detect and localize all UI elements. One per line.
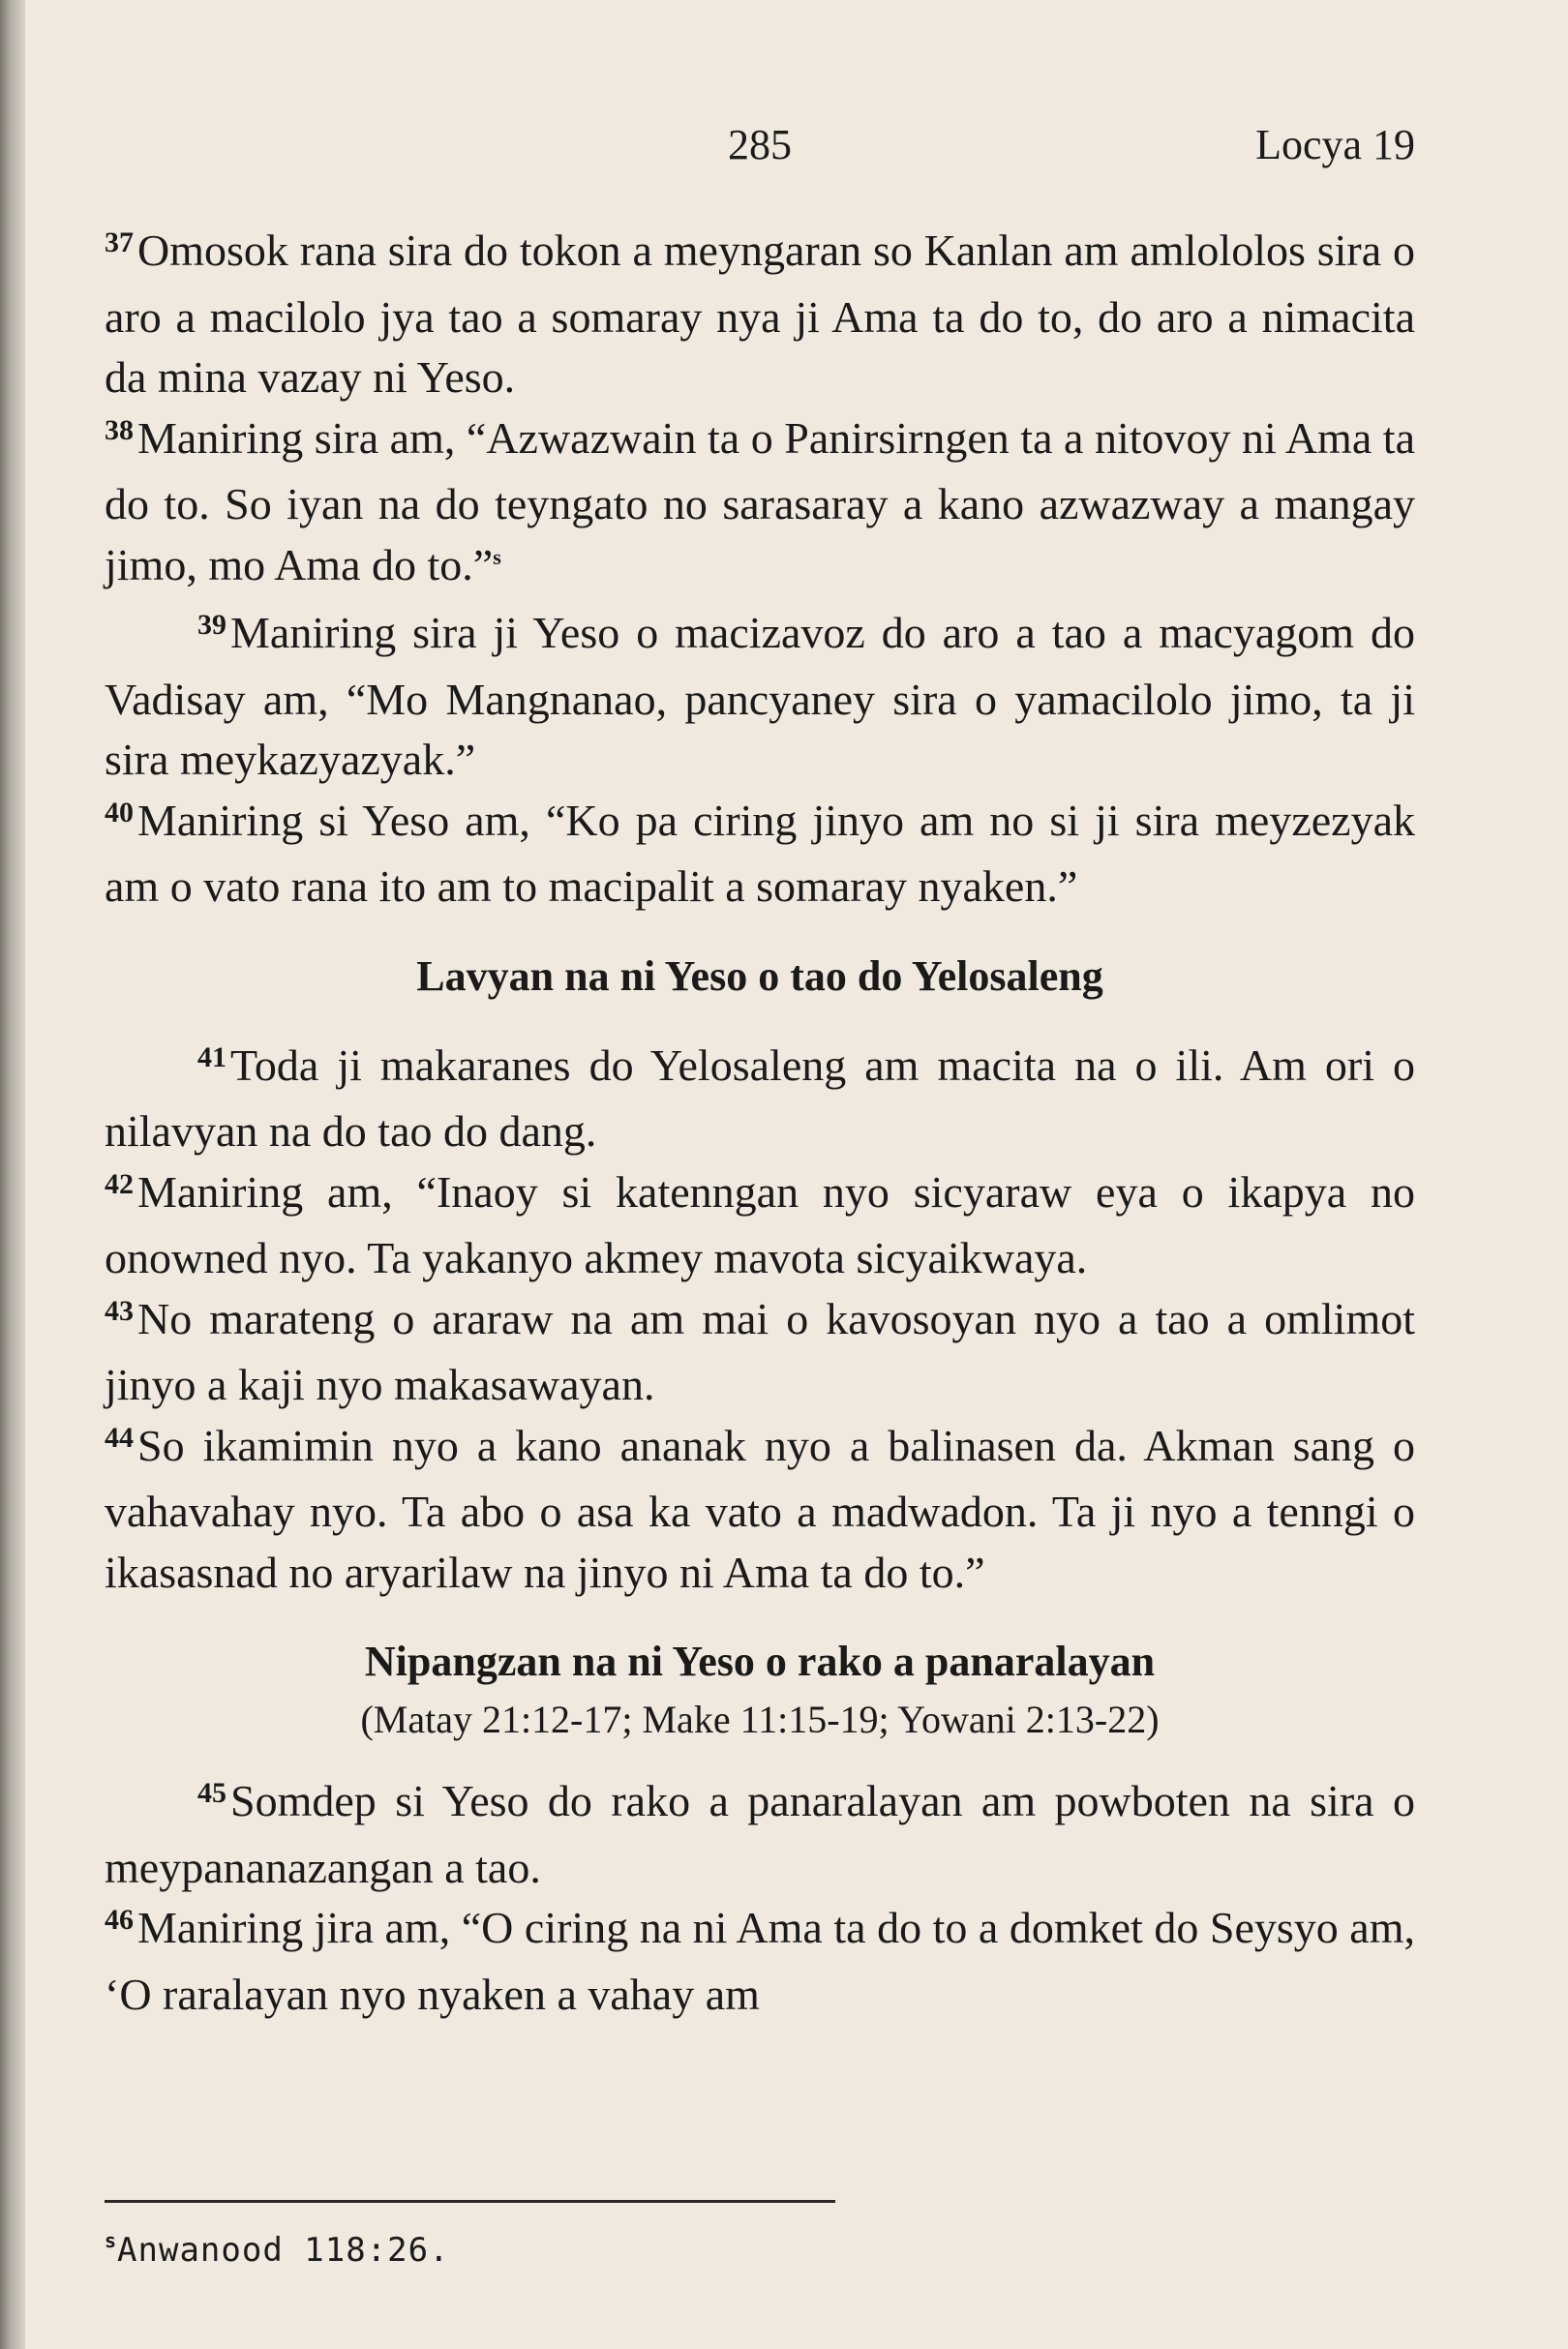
verse-41 <box>105 1036 1415 1162</box>
section-heading: Lavyan na ni Yeso o tao do Yelosaleng <box>416 951 1103 1000</box>
page-body <box>105 221 1415 2025</box>
verse-40 <box>105 791 1415 918</box>
verse-text: Toda ji makaranes do Yelosaleng am macita na o ili. Am ori o nilavyan na do tao do dang. <box>105 1039 1415 1156</box>
parallel-references: (Matay 21:12-17; Make 11:15-19; Yowani 2:13-22) <box>360 1698 1160 1741</box>
verse-45 <box>105 1771 1415 1898</box>
section-heading: Nipangzan na ni Yeso o rako a panaralayan <box>364 1638 1156 1685</box>
verse-number: 39 <box>197 609 226 641</box>
verse-number: 41 <box>197 1040 226 1073</box>
footnote-text: Anwanood 118:26. <box>117 2231 450 2270</box>
book-spine-shadow <box>0 0 25 2349</box>
verse-number: 42 <box>105 1167 134 1200</box>
page-header <box>105 114 1415 182</box>
verse-43 <box>105 1289 1415 1416</box>
running-head: Locya 19 <box>1255 121 1415 168</box>
page-number: 285 <box>728 121 792 168</box>
verse-number: 45 <box>197 1777 226 1809</box>
section-spacer <box>105 1007 1415 1036</box>
verse-text: Maniring sira am, “Azwazwain ta o Panirsirngen ta a nitovoy ni Ama ta do to. So iyan na do teyngato no sarasaray a kano azwazway a mangay jimo, mo Ama do to.” <box>105 412 1415 589</box>
page <box>105 114 1415 2025</box>
footnote-marker: s <box>105 2229 118 2252</box>
verse-text: Somdep si Yeso do rako a panaralayan am powboten na sira o meypananazangan a tao. <box>105 1776 1415 1892</box>
verse-text: So ikamimin nyo a kano ananak nyo a balinasen da. Akman sang o vahavahay nyo. Ta abo o asa ka vato a madwadon. Ta ji nyo a tenngi o ikasasnad no aryarilaw na jinyo ni Ama ta do to.” <box>105 1420 1415 1597</box>
verse-text: Maniring si Yeso am, “Ko pa ciring jinyo am no si ji sira meyzezyak am o vato rana ito am to macipalit a somaray nyaken.” <box>105 795 1415 911</box>
footnote <box>105 2231 450 2270</box>
verse-number: 37 <box>105 226 134 258</box>
verse-text: Maniring am, “Inaoy si katenngan nyo sicyaraw eya o ikapya no onowned nyo. Ta yakanyo akmey mavota sicyaikwaya. <box>105 1166 1415 1282</box>
verse-44 <box>105 1416 1415 1604</box>
verse-number: 46 <box>105 1904 134 1936</box>
footnote-divider <box>105 2200 835 2203</box>
verse-46 <box>105 1898 1415 2025</box>
verse-number: 38 <box>105 413 134 446</box>
verse-number: 43 <box>105 1294 134 1327</box>
verse-text: Omosok rana sira do tokon a meyngaran so Kanlan am amlololos sira o aro a macilolo jya tao a somaray nya ji Ama ta do to, do aro a nimacita da mina vazay ni Yeso. <box>105 226 1415 402</box>
verse-number: 44 <box>105 1421 134 1454</box>
verse-text: Maniring sira ji Yeso o macizavoz do aro a tao a macyagom do Vadisay am, “Mo Mangnanao, pancyaney sira o yamacilolo jimo, ta ji sira meykazyazyak.” <box>105 608 1415 784</box>
verse-text: No marateng o araraw na am mai o kavosoyan nyo a tao a omlimot jinyo a kaji nyo makasawayan. <box>105 1293 1415 1409</box>
verse-number: 40 <box>105 796 134 828</box>
verse-text: Maniring jira am, “O ciring na ni Ama ta do to a domket do Seysyo am, ‘O raralayan nyo nyaken a vahay am <box>105 1903 1415 2019</box>
footnote-marker: s <box>493 544 501 569</box>
verse-42 <box>105 1162 1415 1289</box>
verse-39 <box>105 603 1415 791</box>
verse-37 <box>105 221 1415 408</box>
verse-38 <box>105 408 1415 604</box>
